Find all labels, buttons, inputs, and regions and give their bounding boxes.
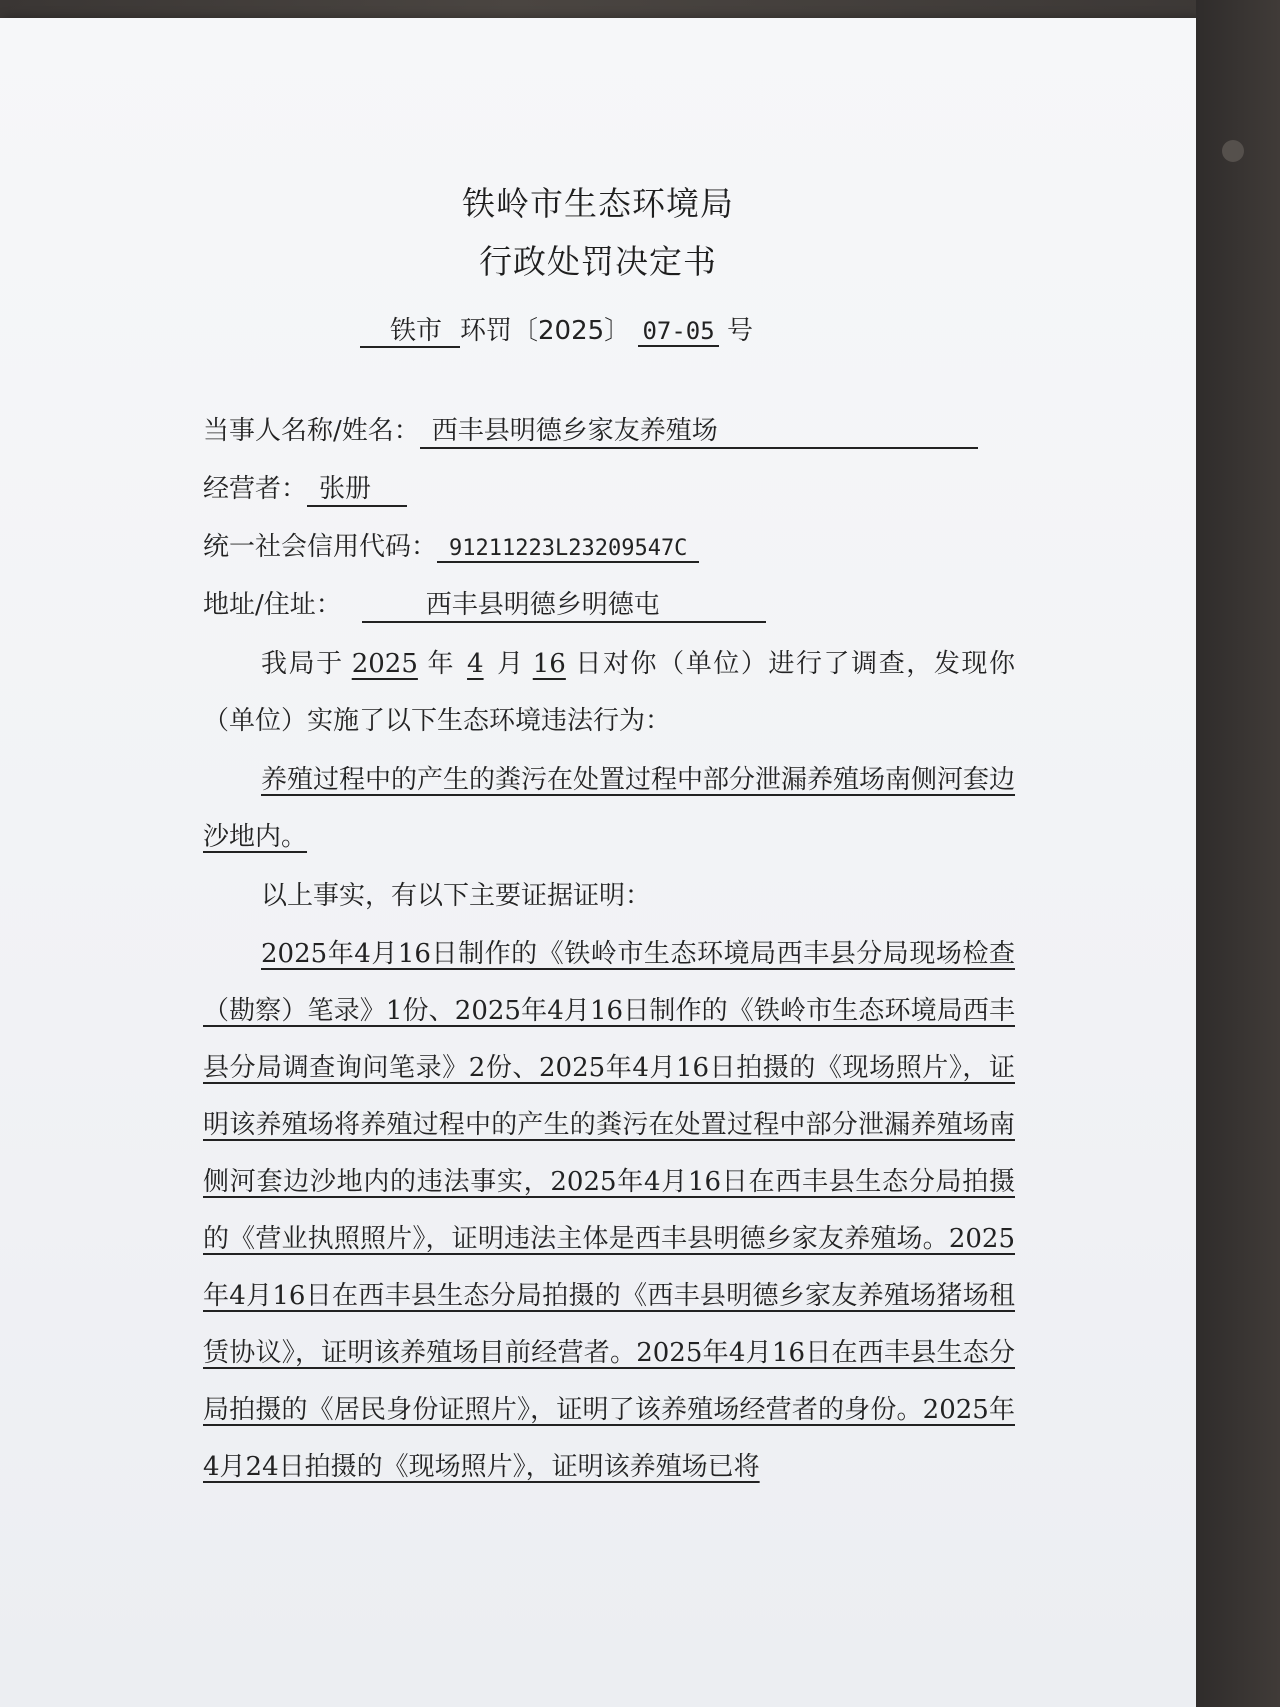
document-page [0,18,1196,1707]
agency-title: 铁岭市生态环境局 [462,184,734,223]
address-value: 西丰县明德乡明德屯 [362,584,766,623]
investigation-month: 4 [467,649,484,679]
party-name-row [203,410,978,449]
operator-label: 经营者： [203,474,308,504]
year-unit: 年 [425,649,456,679]
investigation-paragraph [203,636,1015,750]
credit-code-row [203,526,699,563]
address-row [203,584,766,623]
background-edge [1196,0,1280,1707]
party-name-value: 西丰县明德乡家友养殖场 [420,410,978,449]
evidence-intro: 以上事实，有以下主要证据证明： [261,881,652,911]
investigation-year: 2025 [351,649,418,679]
wall-spot [1222,140,1244,162]
doc-number-suffix: 号 [726,316,753,346]
doc-number-serial: 07-05 [638,317,718,347]
doc-number-middle: 环罚〔2025〕 [460,316,631,346]
evidence-paragraph [203,926,1015,1496]
investigation-lead: 我局于 [261,649,344,679]
document-title: 行政处罚决定书 [479,242,717,281]
party-name-label: 当事人名称/姓名： [203,416,420,446]
violation-paragraph [203,752,1015,866]
violation-text: 养殖过程中的产生的粪污在处置过程中部分泄漏养殖场南侧河套边沙地内。 [203,765,1016,852]
investigation-rest: 日对你（单位）进行了调查，发现你（单位）实施了以下生态环境违法行为： [203,649,1015,736]
document-number [360,310,753,347]
doc-number-prefix: 铁市 [360,316,460,348]
investigation-day: 16 [532,649,566,679]
operator-value: 张册 [307,468,407,507]
operator-row [203,468,407,507]
credit-code-label: 统一社会信用代码： [203,532,438,562]
credit-code-value: 91211223L23209547C [437,536,699,563]
evidence-text: 2025年4月16日制作的《铁岭市生态环境局西丰县分局现场检查（勘察）笔录》1份、2025年4月16日制作的《铁岭市生态环境局西丰县分局调查询问笔录》2份、2025年4月16日拍摄的《现场照片》，证明该养殖场将养殖过程中的产生的粪污在处置过程中部分泄漏养殖场南侧河套边沙地内的违法事实，2025年4月16日在西丰县生态分局拍摄的《营业执照照片》，证明违法主体是西丰县明德乡家友养殖场。2025年4月16日在西丰县生态分局拍摄的《西丰县明德乡家友养殖场猪场租赁协议》，证明该养殖场目前经营者。2025年4月16日在西丰县生态分局拍摄的《居民身份证照片》，证明了该养殖场经营者的身份。2025年4月24日拍摄的《现场照片》，证明该养殖场已将 [203,939,1015,1482]
month-unit: 月 [495,649,525,679]
address-label: 地址/住址： [203,590,342,620]
